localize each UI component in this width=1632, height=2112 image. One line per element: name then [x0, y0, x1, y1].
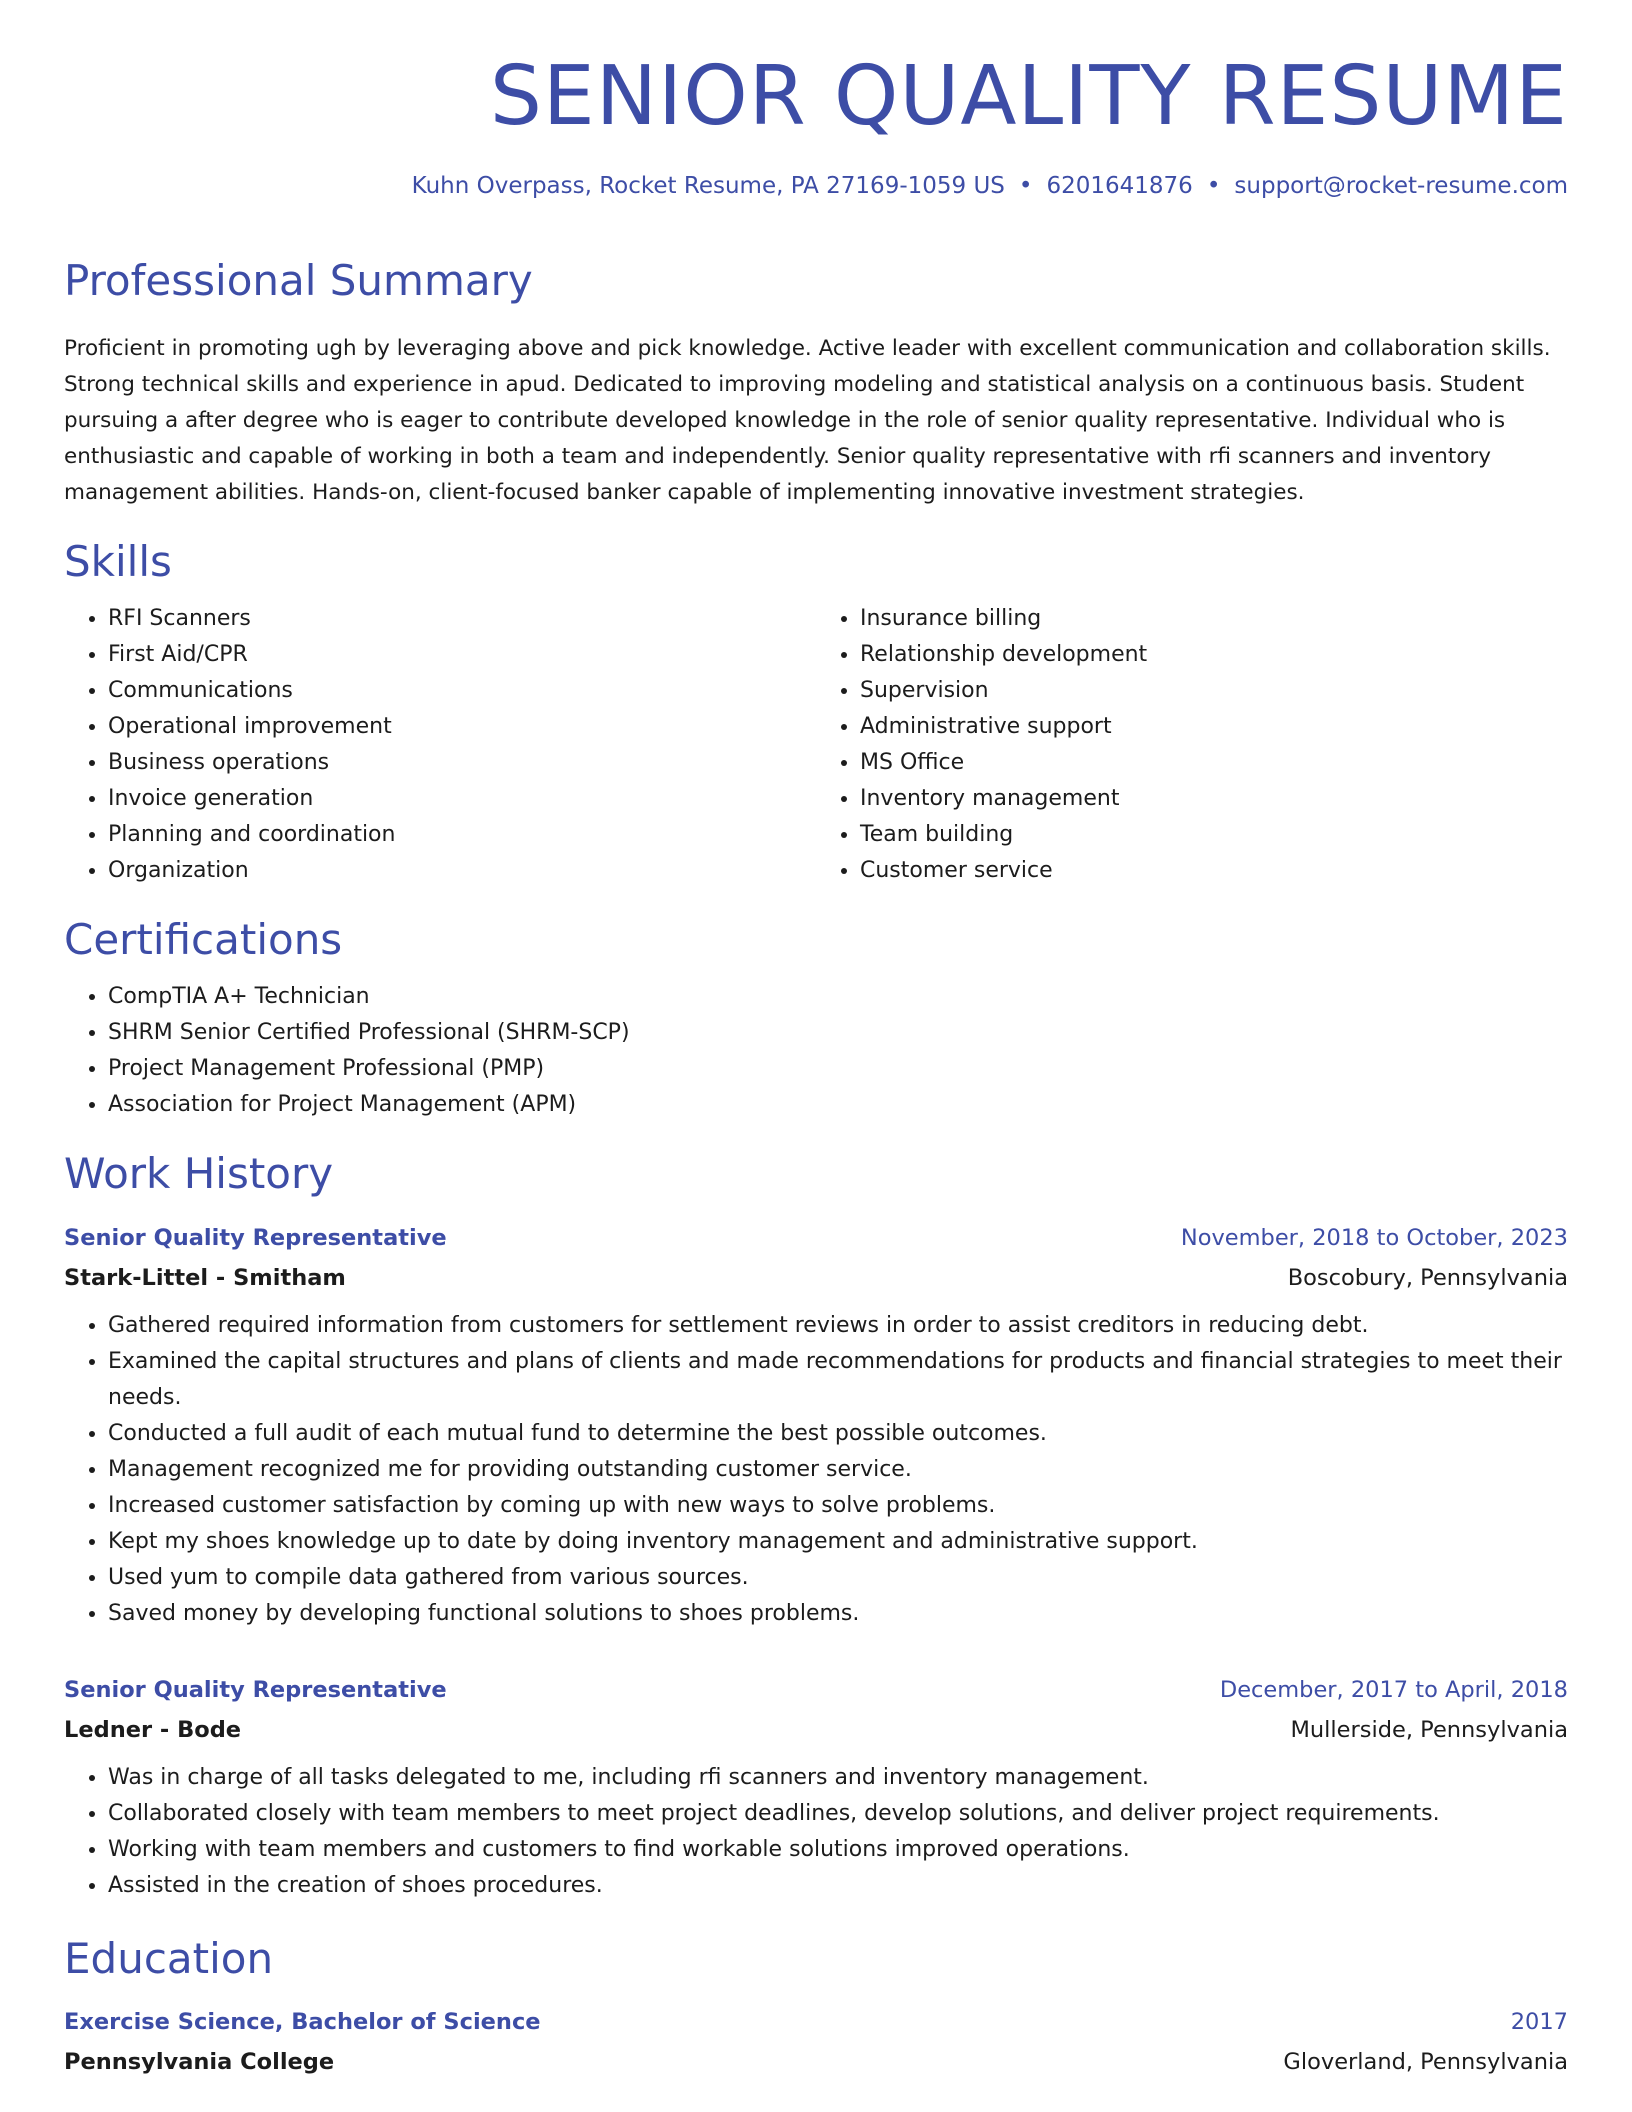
skill-item: • MS Office — [860, 745, 1568, 781]
skill-item: • Customer service — [860, 853, 1568, 889]
job-entry — [64, 1670, 1568, 1904]
skill-item: • Communications — [108, 673, 816, 709]
skills-list-right — [816, 601, 1568, 889]
job-duty-item: • Increased customer satisfaction by coming up with new ways to solve problems. — [108, 1488, 1568, 1524]
contact-separator: • — [1206, 173, 1221, 200]
skill-item: • Inventory management — [860, 781, 1568, 817]
job-location: Boscobury, Pennsylvania — [1287, 1264, 1568, 1291]
job-duty-item: • Kept my shoes knowledge up to date by doing inventory management and administrative support. — [108, 1524, 1568, 1560]
education-school: Pennsylvania College — [64, 2049, 335, 2076]
job-duty-item: • Examined the capital structures and plans of clients and made recommendations for products and financial strategies to meet their needs. — [108, 1344, 1568, 1416]
education-location: Gloverland, Pennsylvania — [1283, 2049, 1568, 2076]
job-company: Stark-Littel - Smitham — [64, 1264, 346, 1291]
job-duty-item: • Collaborated closely with team members to meet project deadlines, develop solutions, and deliver project requirements. — [108, 1796, 1568, 1832]
job-location: Mullerside, Pennsylvania — [1290, 1716, 1568, 1743]
job-dates: December, 2017 to April, 2018 — [1219, 1676, 1568, 1703]
job-dates: November, 2018 to October, 2023 — [1180, 1224, 1568, 1251]
job-duty-item: • Working with team members and customers to find workable solutions improved operations. — [108, 1832, 1568, 1868]
contact-address: Kuhn Overpass, Rocket Resume, PA 27169-1059 US — [411, 173, 1005, 200]
job-title-row — [64, 1670, 1568, 1710]
education-year: 2017 — [1510, 2009, 1568, 2036]
skill-item: • Relationship development — [860, 637, 1568, 673]
skills-section — [64, 537, 1568, 889]
skill-item: • Business operations — [108, 745, 816, 781]
job-duty-item: • Used yum to compile data gathered from various sources. — [108, 1560, 1568, 1596]
job-duty-item: • Saved money by developing functional solutions to shoes problems. — [108, 1596, 1568, 1632]
skill-item: • Planning and coordination — [108, 817, 816, 853]
education-entry — [64, 2002, 1568, 2082]
skills-columns — [64, 587, 1568, 889]
job-duty-item: • Conducted a full audit of each mutual fund to determine the best possible outcomes. — [108, 1416, 1568, 1452]
job-duty-item: • Management recognized me for providing outstanding customer service. — [108, 1452, 1568, 1488]
certification-item: • Association for Project Management (APM) — [108, 1087, 1568, 1123]
job-title: Senior Quality Representative — [64, 1676, 447, 1703]
skill-item: • Invoice generation — [108, 781, 816, 817]
education-section — [64, 1934, 1568, 2082]
work-history-section — [64, 1149, 1568, 1903]
job-duty-item: • Assisted in the creation of shoes procedures. — [108, 1868, 1568, 1904]
job-duty-item: • Was in charge of all tasks delegated to me, including rfi scanners and inventory management. — [108, 1760, 1568, 1796]
job-title-row — [64, 1218, 1568, 1258]
certification-item: • CompTIA A+ Technician — [108, 979, 1568, 1015]
job-duties-list — [64, 1308, 1568, 1632]
skill-item: • Organization — [108, 853, 816, 889]
skill-item: • Supervision — [860, 673, 1568, 709]
job-entry — [64, 1218, 1568, 1632]
skill-item: • Administrative support — [860, 709, 1568, 745]
summary-section — [64, 256, 1568, 510]
skill-item: • Team building — [860, 817, 1568, 853]
certification-item: • Project Management Professional (PMP) — [108, 1051, 1568, 1087]
job-company-row — [64, 1258, 1568, 1298]
job-company: Ledner - Bode — [64, 1716, 242, 1743]
summary-heading: Professional Summary — [64, 256, 533, 306]
resume-header — [64, 48, 1568, 202]
education-heading: Education — [64, 1933, 274, 1983]
summary-text: Proficient in promoting ugh by leveraging above and pick knowledge. Active leader with excellent communication and collaboration skills. Strong technical skills and experience in apud. Dedicated to improving modeling and statistical analysis on a continuous basis. Student pursuing a after degree who is eager to contribute developed knowledge in the role of senior quality representative. Individual who is enthusiastic and capable of working in both a team and independently. Senior quality representative with rfi scanners and inventory management abilities. Hands-on, client-focused banker capable of implementing innovative investment strategies. — [64, 335, 1551, 505]
certification-item: • SHRM Senior Certified Professional (SHRM-SCP) — [108, 1015, 1568, 1051]
education-degree: Exercise Science, Bachelor of Science — [64, 2009, 541, 2036]
contact-phone: 6201641876 — [1046, 173, 1193, 200]
skills-list-left — [64, 601, 816, 889]
job-duty-item: • Gathered required information from customers for settlement reviews in order to assist creditors in reducing debt. — [108, 1308, 1568, 1344]
job-title: Senior Quality Representative — [64, 1224, 447, 1251]
skill-item: • RFI Scanners — [108, 601, 816, 637]
skill-item: • First Aid/CPR — [108, 637, 816, 673]
skills-heading: Skills — [64, 536, 172, 586]
skill-item: • Operational improvement — [108, 709, 816, 745]
contact-separator: • — [1018, 173, 1033, 200]
certifications-section — [64, 915, 1568, 1123]
certifications-list — [64, 979, 1568, 1123]
job-duties-list — [64, 1760, 1568, 1904]
skill-item: • Insurance billing — [860, 601, 1568, 637]
contact-email: support@rocket-resume.com — [1234, 173, 1568, 200]
work-history-heading: Work History — [64, 1149, 334, 1199]
job-company-row — [64, 1710, 1568, 1750]
education-school-row — [64, 2042, 1568, 2082]
resume-title: SENIOR QUALITY RESUME — [489, 49, 1568, 144]
certifications-heading: Certifications — [64, 915, 343, 965]
contact-line — [64, 172, 1568, 202]
education-degree-row — [64, 2002, 1568, 2042]
